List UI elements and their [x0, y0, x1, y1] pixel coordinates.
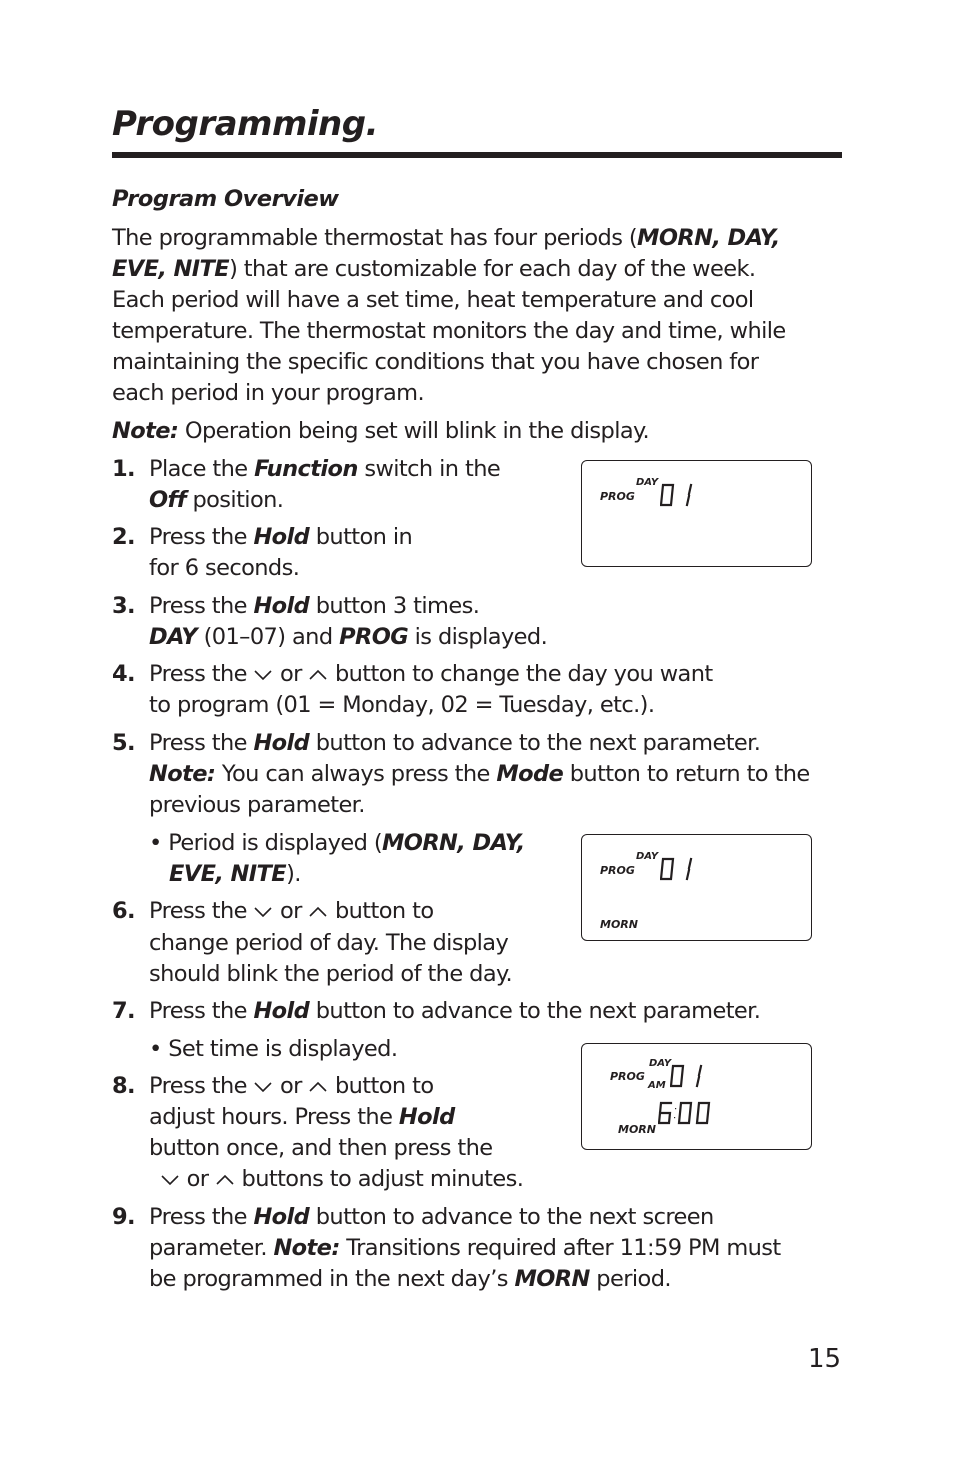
chevron-down-icon — [160, 1174, 180, 1186]
step-3: 3. Press the Hold button 3 times. — [112, 593, 480, 619]
step-7-bullet: • Set time is displayed. — [149, 1036, 398, 1062]
lcd-time-600 — [658, 1101, 714, 1125]
page-number: 15 — [808, 1344, 842, 1374]
step-5-note: Note: You can always press the Mode button to return to the — [149, 761, 810, 787]
step-4: 4. Press the or button to change the day you want — [112, 661, 713, 687]
step-5-bullet-cont: EVE, NITE). — [169, 861, 301, 887]
step-3-cont: DAY (01–07) and PROG is displayed. — [149, 624, 548, 650]
lcd-day-label: DAY — [636, 851, 659, 862]
page-title: Programming. — [112, 104, 379, 144]
lcd-prog-label: PROG — [610, 1070, 645, 1083]
section-heading: Program Overview — [112, 186, 339, 212]
step-2-cont: for 6 seconds. — [149, 555, 300, 581]
overview-line: maintaining the specific conditions that you have chosen for — [112, 349, 759, 375]
lcd-digits-01 — [670, 1064, 706, 1088]
step-2: 2. Press the Hold button in — [112, 524, 413, 550]
step-6: 6. Press the or button to — [112, 898, 434, 924]
chevron-up-icon — [308, 906, 328, 918]
lcd-digits-01 — [660, 483, 696, 507]
lcd-day-label: DAY — [636, 477, 659, 488]
step-1-cont: Off position. — [149, 487, 284, 513]
title-rule — [112, 152, 842, 158]
lcd-prog-label: PROG — [600, 490, 635, 503]
lcd-day-label: DAY — [649, 1058, 672, 1069]
step-7: 7. Press the Hold button to advance to the next parameter. — [112, 998, 761, 1024]
lcd-prog-label: PROG — [600, 864, 635, 877]
overview-line: The programmable thermostat has four periods (MORN, DAY, — [112, 225, 780, 251]
lcd-display-period — [581, 834, 812, 941]
overview-line: Each period will have a set time, heat temperature and cool — [112, 287, 754, 313]
chevron-down-icon — [253, 906, 273, 918]
chevron-down-icon — [253, 1081, 273, 1093]
step-8-cont: adjust hours. Press the Hold — [149, 1104, 455, 1130]
overview-note: Note: Operation being set will blink in the display. — [112, 418, 650, 444]
step-9-cont: be programmed in the next day’s MORN period. — [149, 1266, 671, 1292]
overview-line: each period in your program. — [112, 380, 425, 406]
step-5-cont: previous parameter. — [149, 792, 365, 818]
lcd-period-label: MORN — [618, 1123, 656, 1136]
overview-line: EVE, NITE) that are customizable for each day of the week. — [112, 256, 756, 282]
step-4-cont: to program (01 = Monday, 02 = Tuesday, etc.). — [149, 692, 655, 718]
step-1: 1. Place the Function switch in the — [112, 456, 501, 482]
lcd-display-time — [581, 1043, 812, 1150]
step-6-cont: should blink the period of the day. — [149, 961, 513, 987]
chevron-up-icon — [308, 669, 328, 681]
step-6-cont: change period of day. The display — [149, 930, 509, 956]
overview-line: temperature. The thermostat monitors the day and time, while — [112, 318, 786, 344]
lcd-display-day — [581, 460, 812, 567]
chevron-down-icon — [253, 669, 273, 681]
lcd-digits-01 — [660, 857, 696, 881]
step-9-note: parameter. Note: Transitions required after 11:59 PM must — [149, 1235, 781, 1261]
lcd-period-label: MORN — [600, 918, 638, 931]
step-8-cont: or buttons to adjust minutes. — [160, 1164, 523, 1195]
step-5: 5. Press the Hold button to advance to the next parameter. — [112, 730, 761, 756]
chevron-up-icon — [215, 1174, 235, 1186]
lcd-am-label: AM — [648, 1080, 666, 1091]
chevron-up-icon — [308, 1081, 328, 1093]
step-5-bullet: • Period is displayed (MORN, DAY, — [149, 830, 525, 856]
step-9: 9. Press the Hold button to advance to the next screen — [112, 1204, 714, 1230]
step-8-cont: button once, and then press the — [149, 1135, 493, 1161]
step-8: 8. Press the or button to — [112, 1073, 434, 1099]
